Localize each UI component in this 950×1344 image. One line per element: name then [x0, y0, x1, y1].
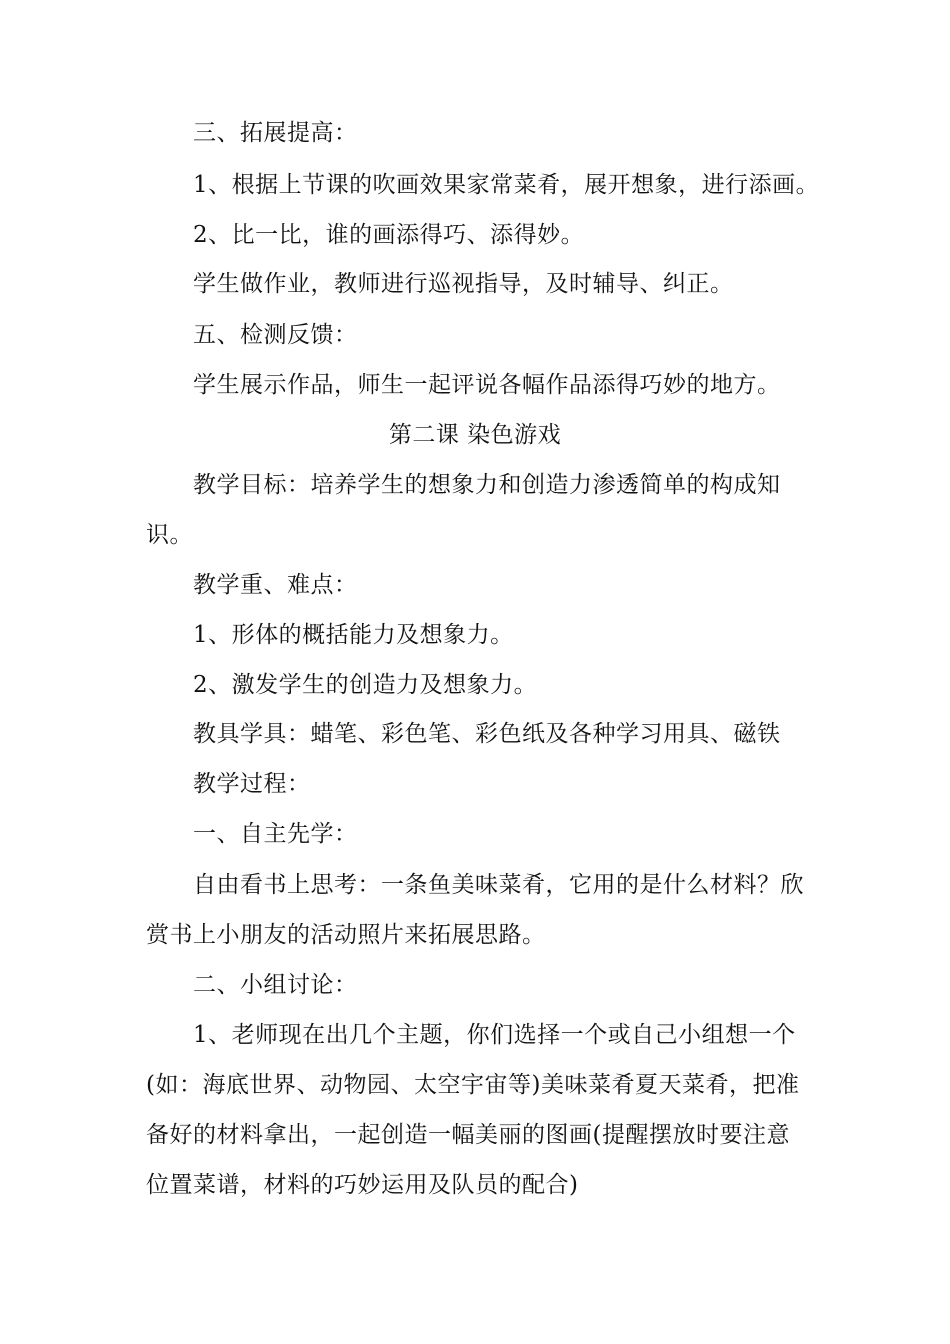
paragraph-line: 教具学具：蜡笔、彩色笔、彩色纸及各种学习用具、磁铁 — [193, 721, 781, 747]
paragraph-line: 1、形体的概括能力及想象力。 — [193, 622, 514, 648]
paragraph-line: 学生展示作品，师生一起评说各幅作品添得巧妙的地方。 — [193, 372, 781, 398]
paragraph-line: 位置菜谱，材料的巧妙运用及队员的配合) — [146, 1172, 579, 1198]
section-heading-process: 教学过程： — [193, 771, 311, 797]
paragraph-line: 2、比一比，谁的画添得巧、添得妙。 — [193, 222, 585, 248]
paragraph-line: 识。 — [146, 522, 193, 548]
lesson-title: 第二课 染色游戏 — [388, 422, 562, 448]
section-heading-extension: 三、拓展提高： — [193, 120, 358, 146]
section-heading-group-discussion: 二、小组讨论： — [193, 972, 358, 998]
paragraph-line: 1、老师现在出几个主题，你们选择一个或自己小组想一个 — [193, 1022, 796, 1048]
paragraph-line: (如：海底世界、动物园、太空宇宙等)美味菜肴夏天菜肴，把准 — [146, 1072, 800, 1098]
section-heading-self-study: 一、自主先学： — [193, 821, 358, 847]
section-heading-key-points: 教学重、难点： — [193, 572, 358, 598]
paragraph-line: 备好的材料拿出，一起创造一幅美丽的图画(提醒摆放时要注意 — [146, 1122, 790, 1148]
paragraph-line: 自由看书上思考：一条鱼美味菜肴，它用的是什么材料？欣 — [193, 872, 804, 898]
paragraph-line: 1、根据上节课的吹画效果家常菜肴，展开想象，进行添画。 — [193, 172, 820, 198]
paragraph-line: 2、激发学生的创造力及想象力。 — [193, 672, 538, 698]
paragraph-line: 赏书上小朋友的活动照片来拓展思路。 — [146, 922, 546, 948]
paragraph-line: 学生做作业，教师进行巡视指导，及时辅导、纠正。 — [193, 271, 734, 297]
section-heading-feedback: 五、检测反馈： — [193, 322, 358, 348]
paragraph-line: 教学目标：培养学生的想象力和创造力渗透简单的构成知 — [193, 472, 781, 498]
